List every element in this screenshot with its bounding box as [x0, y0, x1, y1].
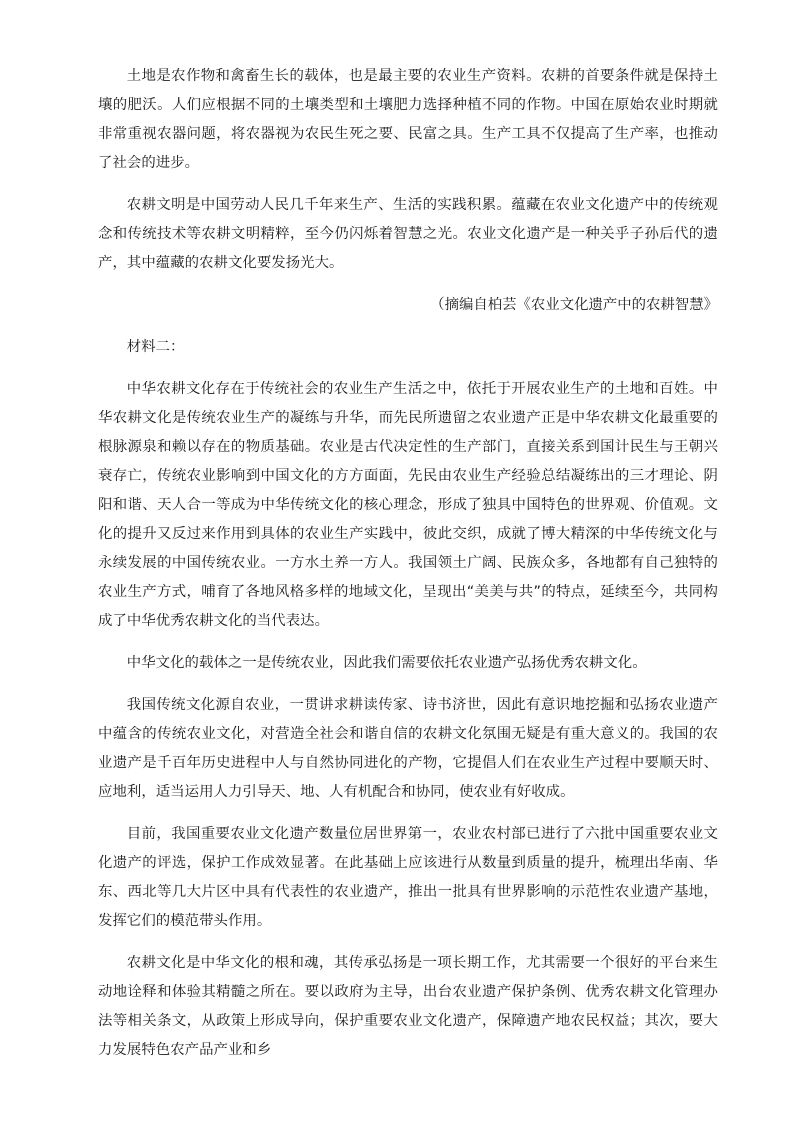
paragraph: 目前，我国重要农业文化遗产数量位居世界第一，农业农村部已进行了六批中国重要农业文化遗产的评选，保护工作成效显著。在此基础上应该进行从数量到质量的提升，梳理出华南、华东、西北等几大片区中具有代表性的农业遗产，推出一批具有世界影响的示范性农业遗产基地，发挥它们的模范带头作用。	[98, 826, 718, 929]
paragraph: 农耕文化是中华文化的根和魂，其传承弘扬是一项长期工作，尤其需要一个很好的平台来生动地诠释和体验其精髓之所在。要以政府为主导，出台农业遗产保护条例、优秀农耕文化管理办法等相关条文，从政策上形成导向，保护重要农业文化遗产，保障遗产地农民权益；其次，要大力发展特色农产品产业和乡	[98, 955, 718, 1058]
material-heading: 材料二：	[126, 339, 185, 355]
paragraph: 土地是农作物和禽畜生长的载体，也是最主要的农业生产资料。农耕的首要条件就是保持土壤的肥沃。人们应根据不同的土壤类型和土壤肥力选择种植不同的作物。中国在原始农业时期就非常重视农器问题，将农器视为农民生死之要、民富之具。生产工具不仅提高了生产率，也推动了社会的进步。	[98, 68, 718, 171]
paragraph: 中华文化的载体之一是传统农业，因此我们需要依托农业遗产弘扬优秀农耕文化。	[126, 655, 647, 671]
paragraph: 中华农耕文化存在于传统社会的农业生产生活之中，依托于开展农业生产的土地和百姓。中华农耕文化是传统农业生产的凝练与升华，而先民所遗留之农业遗产正是中华农耕文化最重要的根脉源泉和赖以存在的物质基础。农业是古代决定性的生产部门，直接关系到国计民生与王朝兴衰存亡，传统农业影响到中国文化的方方面面，先民由农业生产经验总结凝练出的三才理论、阴阳和谐、天人合一等成为中华传统文化的核心理念，形成了独具中国特色的世界观、价值观。文化的提升又反过来作用到具体的农业生产实践中，彼此交织，成就了博大精深的中华传统文化与永续发展的中国传统农业。一方水土养一方人。我国领土广阔、民族众多，各地都有自己独特的农业生产方式，哺育了各地风格多样的地域文化，呈现出“美美与共”的特点，延续至今，共同构成了中华优秀农耕文化的当代表达。	[98, 381, 718, 629]
source-citation: （摘编自柏芸《农业文化遗产中的农耕智慧》	[430, 297, 718, 313]
paragraph: 我国传统文化源自农业，一贯讲求耕读传家、诗书济世，因此有意识地挖掘和弘扬农业遗产中蕴含的传统农业文化，对营造全社会和谐自信的农耕文化氛围无疑是有重大意义的。我国的农业遗产是千百年历史进程中人与自然协同进化的产物，它提倡人们在农业生产过程中要顺天时、应地利，适当运用人力引导天、地、人有机配合和协同，使农业有好收成。	[98, 697, 718, 800]
paragraph: 农耕文明是中国劳动人民几千年来生产、生活的实践积累。蕴藏在农业文化遗产中的传统观念和传统技术等农耕文明精粹，至今仍闪烁着智慧之光。农业文化遗产是一种关乎子孙后代的遗产，其中蕴藏的农耕文化要发扬光大。	[98, 197, 718, 271]
